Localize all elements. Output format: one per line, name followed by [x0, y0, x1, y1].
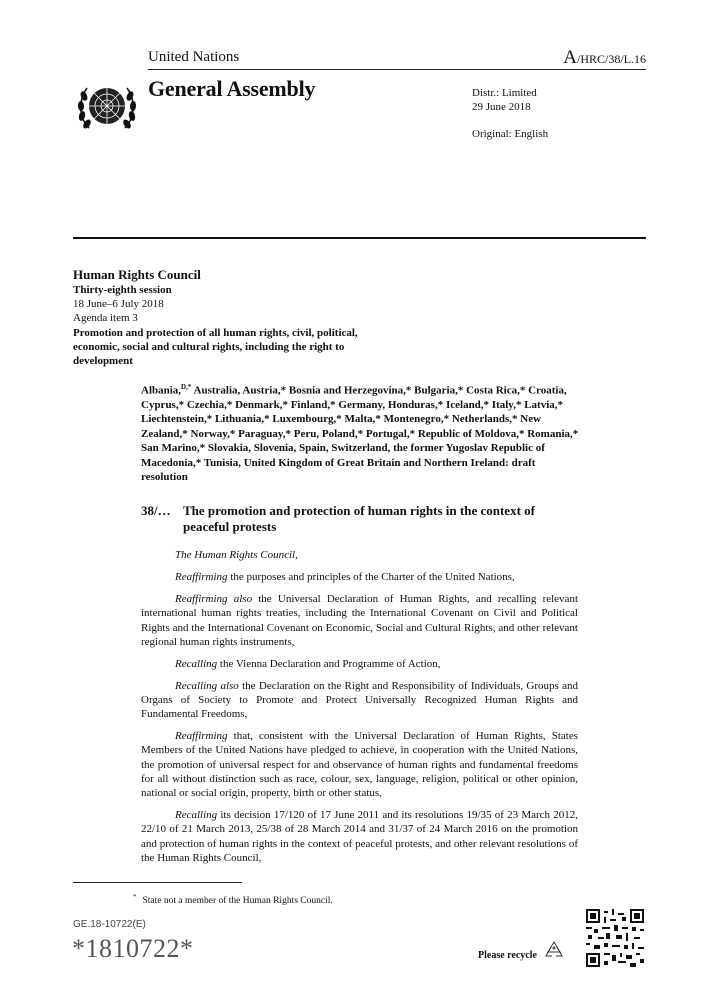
- paragraph-text: its decision 17/120 of 17 June 2011 and its resolutions 19/35 of 23 March 2012, 22/10 of 21 March 2013, 25/38 of 28 March 2014 and 31/37 of 24 March 2016 on the promotion and protection of human rights in the context of peaceful protests, and other relevant resolutions of the Human Rights Council,: [141, 808, 578, 864]
- paragraph-lead: The Human Rights Council,: [175, 549, 298, 561]
- resolution-number: 38/…: [141, 503, 171, 518]
- document-symbol: [563, 47, 646, 69]
- barcode-text: *1810722*: [72, 934, 194, 963]
- session-dates: 18 June–6 July 2018: [73, 298, 164, 311]
- original-language: Original: English: [472, 128, 549, 140]
- paragraph-text: the Declaration on the Right and Responsibility of Individuals, Groups and Organs of Society to Promote and Protect Universally Recognized Human Rights and Fundamental Freedoms,: [141, 679, 578, 721]
- paragraph-lead: Recalling also: [175, 679, 239, 692]
- agenda-title: Promotion and protection of all human rights, civil, political, economic, social and cultural rights, including the right to development: [73, 326, 358, 368]
- document-id: GE.18-10722(E): [73, 919, 146, 930]
- paragraph-text: the Vienna Declaration and Programme of Action,: [217, 657, 441, 670]
- first-sponsor-mark: D,*: [181, 383, 192, 391]
- preamble-paragraph: [141, 592, 578, 649]
- council-block: [73, 266, 363, 368]
- paragraph-text: that, consistent with the Universal Declaration of Human Rights, States Members of the United Nations have pledged to achieve, in cooperation with the United Nations, the promotion of universal respect for and observance of human rights and fundamental freedoms for all without distinction such as race, colour, sex, language, religion, political or other opinion, national or social origin, property, birth or other status,: [141, 729, 578, 800]
- preamble-opening: [141, 548, 578, 562]
- footnote-mark: *: [133, 893, 137, 901]
- other-sponsors: Australia, Austria,* Bosnia and Herzegovina,* Bulgaria,* Costa Rica,* Croatia, Cyprus,* Czechia,* Denmark,* Finland,* Germany, Honduras,* Iceland,* Italy,* Latvia,* Liechtenstein,* Lithuania,* Luxembourg,* Malta,* Montenegro,* Netherlands,* New Zealand,* Norway,* Paraguay,* Peru, Poland,* Portugal,* Republic of Moldova,* Romania,* San Marino,* Slovakia, Slovenia, Spain, Switzerland, the former Yugoslav Republic of Macedonia,* Tunisia, United Kingdom of Great Britain and Northern Ireland: draft resolution: [141, 384, 579, 484]
- un-emblem-icon: [75, 78, 139, 136]
- paragraph-lead: Recalling: [175, 808, 218, 821]
- assembly-title: General Assembly: [148, 76, 316, 101]
- session: Thirty-eighth session: [73, 284, 172, 296]
- preamble-paragraph: [141, 679, 578, 722]
- agenda-item: Agenda item 3: [73, 312, 138, 325]
- resolution-title: The promotion and protection of human rights in the context of peaceful protests: [183, 503, 535, 534]
- qr-code-icon: [586, 909, 644, 967]
- recycle-icon: [542, 940, 566, 960]
- recycle-label: Please recycle: [478, 950, 537, 961]
- preamble-paragraph: [141, 657, 578, 671]
- header-rule: [148, 69, 646, 70]
- paragraph-lead: Reaffirming: [175, 729, 228, 742]
- footnote-rule: [73, 882, 242, 883]
- paragraph-lead: Recalling: [175, 657, 218, 670]
- preamble-paragraph: [141, 808, 578, 865]
- distribution: Distr.: Limited: [472, 87, 537, 99]
- paragraph-lead: Reaffirming also: [175, 593, 253, 606]
- preamble-paragraph: [141, 570, 578, 584]
- sponsor-list: [141, 380, 581, 485]
- issue-date: 29 June 2018: [472, 101, 531, 113]
- paragraph-lead: Reaffirming: [175, 571, 228, 584]
- paragraph-text: the Universal Declaration of Human Rights, and recalling relevant international human rights treaties, including the International Covenant on Civil and Political Rights and the International Covenant on Economic, Social and Cultural Rights, and other relevant regional human rights instruments,: [141, 593, 578, 648]
- footnote: [133, 893, 333, 906]
- org-name: United Nations: [148, 49, 240, 65]
- symbol-rest: /HRC/38/L.16: [576, 52, 646, 66]
- footnote-text: State not a member of the Human Rights Council.: [142, 896, 333, 907]
- council-name: Human Rights Council: [73, 267, 201, 282]
- resolution-body: [141, 548, 578, 873]
- paragraph-text: the purposes and principles of the Charter of the United Nations,: [227, 571, 515, 584]
- first-sponsor: Albania,: [141, 384, 182, 397]
- preamble-paragraph: [141, 729, 578, 800]
- distribution-block: [472, 86, 537, 114]
- symbol-prefix: A: [563, 47, 577, 68]
- header-thick-rule: [73, 237, 646, 239]
